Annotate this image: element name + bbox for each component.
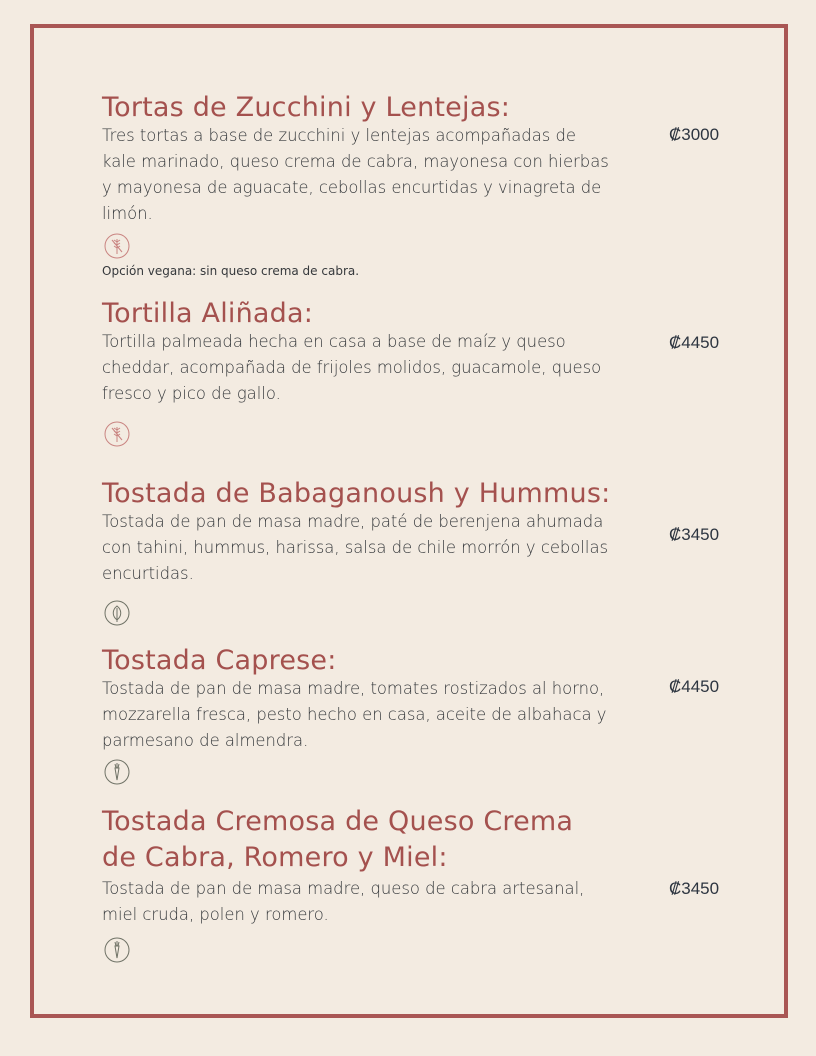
no-wheat-icon [104, 421, 130, 447]
menu-item-description: Tostada de pan de masa madre, tomates rostizados al horno, mozzarella fresca, pesto hecho en casa, aceite de albahaca y parmesano de almendra. [102, 679, 607, 750]
menu-item-price: ₡3450 [669, 525, 720, 544]
menu-item [102, 92, 742, 278]
menu-item-title: Tostada Caprese: [102, 645, 337, 676]
menu-item [102, 298, 742, 407]
menu-item-description: Tostada de pan de masa madre, queso de cabra artesanal, miel cruda, polen y romero. [102, 879, 585, 924]
menu-item [102, 478, 742, 587]
menu-item-title: Tortilla Aliñada: [102, 298, 314, 329]
menu-item-description: Tortilla palmeada hecha en casa a base de maíz y queso cheddar, acompañada de frijoles molidos, guacamole, queso fresco y pico de gallo. [102, 332, 602, 403]
no-wheat-icon [104, 233, 130, 259]
menu-item-description: Tostada de pan de masa madre, paté de berenjena ahumada con tahini, hummus, harissa, salsa de chile morrón y cebollas encurtidas. [102, 512, 609, 583]
vegetarian-carrot-icon [104, 759, 130, 785]
vegan-leaf-icon [104, 600, 130, 626]
menu-item-price: ₡3450 [669, 879, 720, 898]
menu-item-price: ₡4450 [669, 677, 720, 696]
menu-item-title: Tortas de Zucchini y Lentejas: [102, 92, 511, 123]
menu-item-title: Tostada Cremosa de Queso Crema de Cabra, Romero y Miel: [102, 806, 574, 873]
menu-item-price: ₡3000 [669, 125, 720, 144]
vegetarian-carrot-icon [104, 937, 130, 963]
menu-item [102, 645, 742, 754]
menu-item-description: Tres tortas a base de zucchini y lentejas acompañadas de kale marinado, queso crema de cabra, mayonesa con hierbas y mayonesa de aguacate, cebollas encurtidas y vinagreta de limón. [102, 126, 609, 223]
menu-item-title: Tostada de Babaganoush y Hummus: [102, 478, 611, 509]
menu-item [102, 804, 742, 928]
menu-item-note: Opción vegana: sin queso crema de cabra. [102, 264, 360, 278]
menu-item-price: ₡4450 [669, 333, 720, 352]
